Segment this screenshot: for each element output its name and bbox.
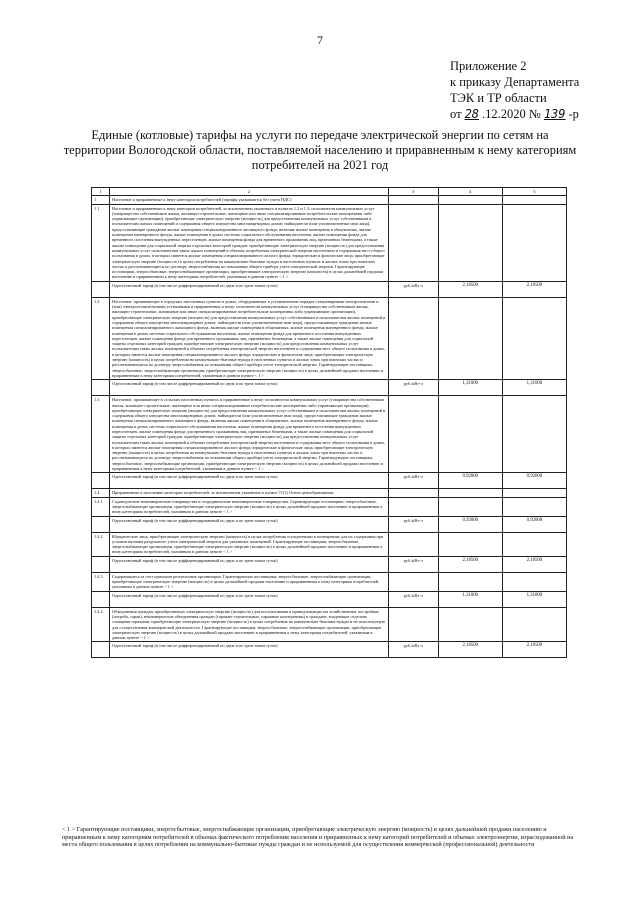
- table-body: [92, 196, 567, 658]
- appendix-line-1: Приложение 2: [450, 59, 527, 73]
- row-description-cell: Население, проживающее в сельских населенных пунктах и приравненные к нему: исполнители коммунальных услуг (товарищества собственников жилья, жилищно-строительные, жилищные или иные специализированные потребительские кооперативы либо управляющие организации), приобретающие электрическую энергию (мощность) для предоставления коммунальных услуг собственникам и пользователям жилых помещений и содержания общего имущества многоквартирных домов; наймодатели (или уполномоченные ими лица), предоставляющие гражданам жилые помещения специализированного жилищного фонда, включая жилые помещения в общежитиях, жилые помещения маневренного фонда, жилые помещения в домах системы социального обслуживания населения, жилые помещения фонда для временного поселения вынужденных переселенцев, жилые помещения фонда для временного проживания лиц, признанных беженцами, а также жилые помещения для социальной защиты отдельных категорий граждан, приобретающие электрическую энергию (мощность) для предоставления коммунальных услуг пользователям таких жилых помещений в объемах потребления электрической энергии населением и содержания мест общего пользования в домах, в которых имеются жилые помещения специализированного жилого фонда; юридические и физические лица, приобретающие электрическую энергию (мощность) в целях потребления на коммунально-бытовые нужды в населенных пунктах и жилых зонах при воинских частях и рассчитывающиеся по договору энергоснабжения по показаниям общего прибора учета электрической энергии. Гарантирующие поставщики, энергосбытовые, энергоснабжающие организации, приобретающие электрическую энергию (мощность) в целях дальнейшей продажи населению и приравненным к нему категориям потребителей, указанным в данном пункте < 1 >: [110, 396, 389, 473]
- table-row: [92, 204, 567, 281]
- row-value-second-half-cell: [502, 196, 566, 204]
- row-value-second-half-cell: [502, 532, 566, 556]
- row-description-cell: Приравненные к населению категории потребителей, за исключением указанных в пункте 71(1) Основ ценообразования:: [110, 489, 389, 497]
- row-unit-cell: [388, 532, 438, 556]
- row-description-cell: Население и приравненные к нему категории потребителей (тарифы указываются без учета НДС): [110, 196, 389, 204]
- row-value-first-half-cell: [438, 196, 502, 204]
- row-unit-cell: руб./кВт·ч: [388, 380, 438, 396]
- row-value-first-half-cell: 2,18500: [438, 642, 502, 658]
- row-value-second-half-cell: 0,92000: [502, 516, 566, 532]
- table-row: [92, 196, 567, 204]
- row-value-second-half-cell: [502, 489, 566, 497]
- row-unit-cell: [388, 396, 438, 473]
- header-cell: 4: [438, 188, 502, 196]
- row-value-second-half-cell: [502, 297, 566, 379]
- row-value-second-half-cell: 1,31000: [502, 380, 566, 396]
- row-value-second-half-cell: [502, 497, 566, 516]
- row-number-cell: 1.1: [92, 204, 110, 281]
- row-value-first-half-cell: [438, 607, 502, 642]
- table-row: [92, 497, 567, 516]
- row-description-cell: Одноставочный тариф (в том числе дифференцированный по двум и по трем зонам суток): [110, 516, 389, 532]
- row-value-second-half-cell: [502, 396, 566, 473]
- header-cell: 3: [388, 188, 438, 196]
- row-value-first-half-cell: [438, 532, 502, 556]
- row-value-second-half-cell: 2,18500: [502, 642, 566, 658]
- order-number: 139: [543, 107, 566, 121]
- row-value-first-half-cell: 1,31000: [438, 591, 502, 607]
- row-unit-cell: [388, 204, 438, 281]
- table-row: [92, 380, 567, 396]
- row-value-second-half-cell: 0,92000: [502, 473, 566, 489]
- table-row: [92, 489, 567, 497]
- header-cell: 1: [92, 188, 110, 196]
- row-description-cell: Одноставочный тариф (в том числе дифференцированный по двум и по трем зонам суток): [110, 591, 389, 607]
- row-unit-cell: [388, 297, 438, 379]
- date-prefix: от: [450, 107, 462, 121]
- row-value-second-half-cell: 2,18500: [502, 556, 566, 572]
- row-value-first-half-cell: 2,18500: [438, 281, 502, 297]
- row-number-cell: 1.4: [92, 489, 110, 497]
- table-row: [92, 556, 567, 572]
- row-description-cell: Одноставочный тариф (в том числе дифференцированный по двум и по трем зонам суток): [110, 473, 389, 489]
- table-row: [92, 532, 567, 556]
- row-unit-cell: руб./кВт·ч: [388, 281, 438, 297]
- table-row: [92, 297, 567, 379]
- order-date-line: [450, 106, 579, 122]
- row-value-first-half-cell: 2,18500: [438, 556, 502, 572]
- table-header-row: [92, 188, 567, 196]
- page-number: 7: [317, 33, 323, 47]
- table-row: [92, 572, 567, 591]
- row-number-cell: [92, 281, 110, 297]
- row-description-cell: Садоводческие некоммерческие товарищества и огороднические некоммерческие товарищества. Гарантирующие поставщики, энергосбытовые, энергоснабжающие организации, приобретающие электрическую энергию (мощность) в целях дальнейшей продажи населению и приравненным к нему категориям потребителей, указанным в данном пункте < 1 >: [110, 497, 389, 516]
- row-unit-cell: руб./кВт·ч: [388, 642, 438, 658]
- row-value-first-half-cell: [438, 297, 502, 379]
- row-unit-cell: [388, 572, 438, 591]
- row-unit-cell: руб./кВт·ч: [388, 473, 438, 489]
- row-value-second-half-cell: 2,18500: [502, 281, 566, 297]
- row-value-first-half-cell: [438, 497, 502, 516]
- header-cell: 2: [110, 188, 389, 196]
- row-description-cell: Одноставочный тариф (в том числе дифференцированный по двум и по трем зонам суток): [110, 642, 389, 658]
- row-number-cell: 1: [92, 196, 110, 204]
- row-value-first-half-cell: [438, 572, 502, 591]
- row-unit-cell: руб./кВт·ч: [388, 516, 438, 532]
- row-number-cell: [92, 473, 110, 489]
- header-cell: 5: [502, 188, 566, 196]
- order-suffix: -р: [568, 107, 579, 121]
- row-number-cell: 1.4.3: [92, 572, 110, 591]
- row-value-second-half-cell: 1,31000: [502, 591, 566, 607]
- row-unit-cell: руб./кВт·ч: [388, 591, 438, 607]
- row-number-cell: [92, 516, 110, 532]
- appendix-line-2: к приказу Департамента: [450, 75, 580, 89]
- row-description-cell: Содержащиеся за счет прихожан религиозные организации. Гарантирующие поставщики, энергосбытовые, энергоснабжающие организации, приобретающие электрическую энергию (мощность) в целях дальнейшей продажи населению и приравненным к нему категориям потребителей, указанным в данном пункте < 1 >: [110, 572, 389, 591]
- row-unit-cell: руб./кВт·ч: [388, 556, 438, 572]
- row-unit-cell: [388, 607, 438, 642]
- row-number-cell: [92, 380, 110, 396]
- row-value-first-half-cell: 0,92000: [438, 473, 502, 489]
- row-value-first-half-cell: 1,31000: [438, 380, 502, 396]
- row-unit-cell: [388, 497, 438, 516]
- row-number-cell: 1.3: [92, 396, 110, 473]
- row-value-second-half-cell: [502, 607, 566, 642]
- appendix-header: [450, 58, 579, 122]
- table-row: [92, 516, 567, 532]
- row-value-first-half-cell: [438, 396, 502, 473]
- row-description-cell: Объединения граждан, приобретающих электрическую энергию (мощность) для использования в принадлежащих им хозяйственных постройках (погреба, сараи), некоммерческие объединения граждан (гаражно-строительные, гаражные кооперативы) и граждане, владеющие отдельно стоящими гаражами, приобретающие электрическую энергию (мощность) в целях потребления на коммунально-бытовые нужды и не используемую для осуществления коммерческой деятельности. Гарантирующие поставщики, энергосбытовые, энергоснабжающие организации, приобретающие электрическую энергию (мощность) в целях дальнейшей продажи населению и приравненным к нему категориям потребителей, указанным в данном пункте < 1 >: [110, 607, 389, 642]
- table-row: [92, 473, 567, 489]
- row-number-cell: 1.2: [92, 297, 110, 379]
- table-row: [92, 591, 567, 607]
- row-description-cell: Население, проживающее в городских населенных пунктах в домах, оборудованных в установленном порядке стационарными электроплитами и (или) электроотопительными установками и приравненные к нему: исполнители коммунальных услуг (товарищества собственников жилья, жилищно-строительные, жилищные или иные специализированные потребительские кооперативы либо управляющие организации), приобретающие электрическую энергию (мощность) для предоставления коммунальных услуг собственникам и пользователям жилых помещений и содержания общего имущества многоквартирных домов; наймодатели (или уполномоченные ими лица), предоставляющие гражданам жилые помещения специализированного жилищного фонда, включая жилые помещения в общежитиях, жилые помещения маневренного фонда, жилые помещения в домах системы социального обслуживания населения, жилые помещения фонда для временного поселения вынужденных переселенцев, жилые помещения фонда для временного проживания лиц, признанных беженцами, а также жилые помещения для социальной защиты отдельных категорий граждан, приобретающие электрическую энергию (мощность) для предоставления коммунальных услуг пользователям таких жилых помещений в объемах потребления электрической энергии населением и содержания мест общего пользования в домах, в которых имеются жилые помещения специализированного жилого фонда; юридические и физические лица, приобретающие электрическую энергию (мощность) в целях потребления на коммунально-бытовые нужды в населенных пунктах и жилых зонах при воинских частях и рассчитывающиеся по договору энергоснабжения по показаниям общего прибора учета электрической энергии. Гарантирующие поставщики, энергосбытовые, энергоснабжающие организации, приобретающие электрическую энергию (мощность) в целях дальнейшей продажи населению и приравненным к нему категориям потребителей, указанным в данном пункте < 1 >: [110, 297, 389, 379]
- table-row: [92, 396, 567, 473]
- row-value-second-half-cell: [502, 204, 566, 281]
- document-title: Единые (котловые) тарифы на услуги по передаче электрической энергии по сетям на территории Вологодской области, поставляемой населению и приравненным к нему категориям потребителей на 2021 год: [63, 128, 577, 172]
- table-row: [92, 607, 567, 642]
- tariff-table: [91, 187, 567, 658]
- row-description-cell: Одноставочный тариф (в том числе дифференцированный по двум и по трем зонам суток): [110, 380, 389, 396]
- row-description-cell: Юридические лица, приобретающие электрическую энергию (мощность) в целях потребления осужденными в помещениях для их содержания при условии наличия раздельного учета электрической энергии для указанных помещений. Гарантирующие поставщики, энергосбытовые, энергоснабжающие организации, приобретающие электрическую энергию (мощность) в целях дальнейшей продажи населению и приравненным к нему категориям потребителей, указанным в данном пункте < 1 >: [110, 532, 389, 556]
- row-unit-cell: [388, 489, 438, 497]
- row-number-cell: [92, 591, 110, 607]
- footnote: < 1 > Гарантирующие поставщики, энергосбытовые, энергоснабжающие организации, приобретающие электрическую энергию (мощность) в целях дальнейшей продажи населению и приравненным к нему категориям потребителей в объемах фактического потребления населения и приравненных к нему категорий потребителей и объемах электроэнергии, израсходованной на места общего пользования в целях потребления на коммунально-бытовые нужды граждан и не используемой для осуществления коммерческой (профессиональной) деятельности: [62, 826, 574, 849]
- row-number-cell: 1.4.4: [92, 607, 110, 642]
- row-description-cell: Одноставочный тариф (в том числе дифференцированный по двум и по трем зонам суток): [110, 281, 389, 297]
- table-row: [92, 642, 567, 658]
- appendix-line-3: ТЭК и ТР области: [450, 91, 547, 105]
- row-description-cell: Одноставочный тариф (в том числе дифференцированный по двум и по трем зонам суток): [110, 556, 389, 572]
- row-value-first-half-cell: [438, 204, 502, 281]
- row-number-cell: [92, 556, 110, 572]
- row-value-first-half-cell: 0,92000: [438, 516, 502, 532]
- table-row: [92, 281, 567, 297]
- date-day: 28: [464, 107, 480, 121]
- date-rest: .12.2020 №: [482, 107, 541, 121]
- row-value-second-half-cell: [502, 572, 566, 591]
- row-number-cell: 1.4.1: [92, 497, 110, 516]
- row-number-cell: 1.4.2: [92, 532, 110, 556]
- row-description-cell: Население и приравненные к нему категории потребителей, за исключением указанного в пунктах 1.2 и 1.3: исполнители коммунальных услуг (товарищества собственников жилья, жилищно-строительные, жилищные или иные специализированные потребительские кооперативы либо управляющие организации), приобретающие электрическую энергию (мощность) для предоставления коммунальных услуг собственникам и пользователям жилых помещений и содержания общего имущества многоквартирных домов; наймодатели (или уполномоченные ими лица), предоставляющие гражданам жилые помещения специализированного жилищного фонда, включая жилые помещения в общежитиях, жилые помещения маневренного фонда, жилые помещения в домах системы социального обслуживания населения, жилые помещения фонда для временного поселения вынужденных переселенцев, жилые помещения фонда для временного проживания лиц, признанных беженцами, а также жилые помещения для социальной защиты отдельных категорий граждан, приобретающие электрическую энергию (мощность) для предоставления коммунальных услуг пользователям таких жилых помещений в объемах потребления электрической энергии населением и содержания мест общего пользования в домах, в которых имеются жилые помещения специализированного жилого фонда; юридические и физические лица, приобретающие электрическую энергию (мощность) в целях потребления на коммунально-бытовые нужды в населенных пунктах и жилых зонах при воинских частях и рассчитывающиеся по договору энергоснабжения по показаниям общего прибора учета электрической энергии. Гарантирующие поставщики, энергосбытовые, энергоснабжающие организации, приобретающие электрическую энергию (мощность) в целях дальнейшей продажи населению и приравненным к нему категориям потребителей, указанным в данном пункте < 1 >: [110, 204, 389, 281]
- row-number-cell: [92, 642, 110, 658]
- row-unit-cell: [388, 196, 438, 204]
- row-value-first-half-cell: [438, 489, 502, 497]
